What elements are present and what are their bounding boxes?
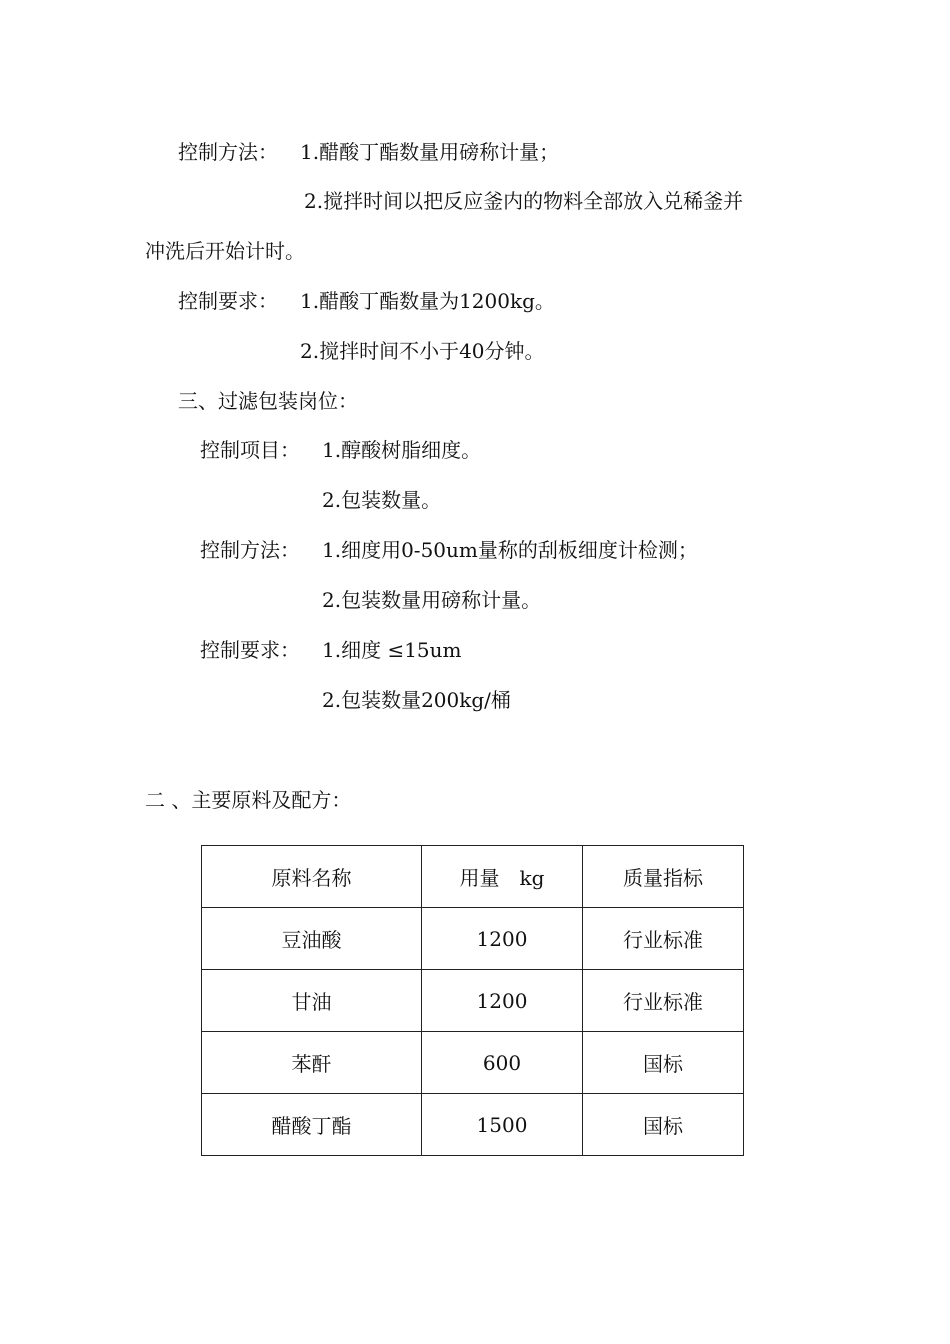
table-row (202, 1032, 744, 1094)
control-item-2: 2.包装数量。 (322, 488, 442, 512)
control-method-label: 控制方法： (178, 140, 278, 164)
control-method-item-2: 2.搅拌时间以把反应釜内的物料全部放入兑稀釜并 (304, 189, 744, 213)
control-requirement-label: 控制要求： (178, 289, 278, 313)
table-cell: 行业标准 (583, 970, 744, 1032)
table-header-cell: 用量 kg (422, 846, 583, 908)
table-cell: 600 (422, 1032, 583, 1094)
control-method-3-item-2: 2.包装数量用磅称计量。 (322, 588, 542, 612)
table-cell: 国标 (583, 1094, 744, 1156)
control-requirement-item-1: 1.醋酸丁酯数量为1200kg。 (300, 289, 555, 313)
table-cell: 豆油酸 (202, 908, 422, 970)
table-header-cell: 原料名称 (202, 846, 422, 908)
table-cell: 1500 (422, 1094, 583, 1156)
control-method-item-2-cont: 冲洗后开始计时。 (145, 239, 305, 263)
control-item-label: 控制项目： (200, 438, 300, 462)
table-cell: 苯酐 (202, 1032, 422, 1094)
table-header-row (202, 846, 744, 908)
table-row (202, 970, 744, 1032)
control-method-3-item-1: 1.细度用0-50um量称的刮板细度计检测； (322, 538, 698, 562)
table-cell: 国标 (583, 1032, 744, 1094)
control-item-1: 1.醇酸树脂细度。 (322, 438, 482, 462)
table-cell: 甘油 (202, 970, 422, 1032)
control-requirement-3-item-1: 1.细度 ≤15um (322, 638, 462, 662)
table-cell: 1200 (422, 970, 583, 1032)
section3-heading: 三、过滤包装岗位： (178, 389, 358, 413)
table-row (202, 1094, 744, 1156)
control-method-label-3: 控制方法： (200, 538, 300, 562)
materials-table (201, 845, 744, 1156)
table-cell: 行业标准 (583, 908, 744, 970)
control-requirement-item-2: 2.搅拌时间不小于40分钟。 (300, 339, 545, 363)
control-requirement-3-item-2: 2.包装数量200kg/桶 (322, 688, 511, 712)
materials-heading: 二 、主要原料及配方： (145, 788, 352, 812)
table-cell: 1200 (422, 908, 583, 970)
table-cell: 醋酸丁酯 (202, 1094, 422, 1156)
control-method-item-1: 1.醋酸丁酯数量用磅称计量； (300, 140, 560, 164)
table-header-cell: 质量指标 (583, 846, 744, 908)
table-row (202, 908, 744, 970)
control-requirement-label-3: 控制要求： (200, 638, 300, 662)
